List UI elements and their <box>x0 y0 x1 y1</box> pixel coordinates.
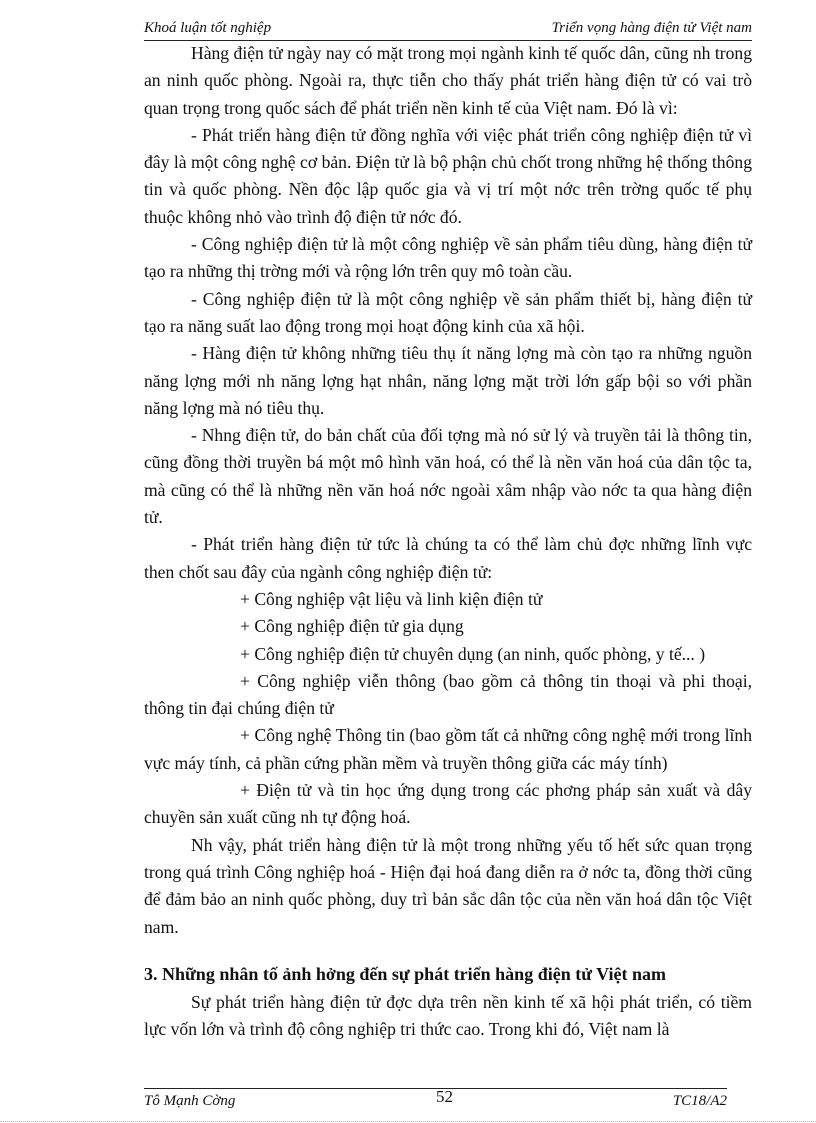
page-footer <box>144 1088 727 1111</box>
paragraph-bullet-6: - Phát triển hàng điện tử tức là chúng ta có thể làm chủ đợc những lĩnh vực then chốt sau đây của ngành công nghiệp điện tử: <box>144 534 752 582</box>
paragraph-bullet-5: - Nhng điện tử, do bản chất của đối tợng mà nó sử lý và truyền tải là thông tin, cũng đồng thời truyền bá một mô hình văn hoá, có thể là nền văn hoá của dân tộc ta, mà cũng có thể là những nền văn hoá nớc ngoài xâm nhập vào nớc ta qua hàng điện tử. <box>144 425 752 528</box>
page-bottom-divider <box>0 1121 816 1122</box>
list-item: + Công nghiệp vật liệu và linh kiện điện tử <box>240 588 543 609</box>
paragraph-intro: Hàng điện tử ngày nay có mặt trong mọi ngành kinh tế quốc dân, cũng nh trong an ninh quốc phòng. Ngoài ra, thực tiễn cho thấy phát triển hàng điện tử có vai trò quan trọng trong quốc sách để phát triển nền kinh tế của Việt nam. Đó là vì: <box>144 43 752 118</box>
footer-author: Tô Mạnh Cờng <box>144 1093 236 1109</box>
list-item: + Điện tử và tin học ứng dụng trong các phơng pháp sản xuất và dây chuyền sản xuất cũng nh tự động hoá. <box>144 780 752 828</box>
header-left-text: Khoá luận tốt nghiệp <box>144 20 272 36</box>
paragraph-conclusion: Nh vậy, phát triển hàng điện tử là một trong những yếu tố hết sức quan trọng trong quá trình Công nghiệp hoá - Hiện đại hoá đang diễn ra ở nớc ta, đồng thời cũng để đảm bảo an ninh quốc phòng, duy trì bản sắc dân tộc của nền văn hoá dân tộc Việt nam. <box>144 834 752 937</box>
paragraph-bullet-2: - Công nghiệp điện tử là một công nghiệp về sản phẩm tiêu dùng, hàng điện tử tạo ra những thị trờng mới và rộng lớn trên quy mô toàn cầu. <box>144 234 752 282</box>
list-item: + Công nghiệp viễn thông (bao gồm cả thông tin thoại và phi thoại, thông tin đại chúng điện tử <box>144 670 752 719</box>
section-heading: 3. Những nhân tố ảnh hởng đến sự phát triển hàng điện tử Việt nam <box>144 963 666 984</box>
footer-class-code: TC18/A2 <box>672 1093 727 1109</box>
page-header <box>144 18 752 41</box>
paragraph-bullet-1: - Phát triển hàng điện tử đồng nghĩa với việc phát triển công nghiệp điện tử vì đây là một công nghệ cơ bản. Điện tử là bộ phận chủ chốt trong những hệ thống thông tin và quốc phòng. Nền độc lập quốc gia và vị trí một nớc trên trờng quốc tế phụ thuộc không nhỏ vào trình độ điện tử nớc đó. <box>144 124 752 227</box>
document-body <box>144 40 752 1043</box>
list-item: + Công nghiệp điện tử chuyên dụng (an ninh, quốc phòng, y tế... ) <box>240 643 706 664</box>
paragraph-bullet-3: - Công nghiệp điện tử là một công nghiệp về sản phẩm thiết bị, hàng điện tử tạo ra năng suất lao động trong mọi hoạt động kinh của xã hội. <box>144 288 752 336</box>
paragraph-bullet-4: - Hàng điện tử không những tiêu thụ ít năng lợng mà còn tạo ra những nguồn năng lợng mới nh năng lợng hạt nhân, năng lợng mặt trời lớn gấp bội so với phần năng lợng mà nó tiêu thụ. <box>144 343 752 418</box>
page-number: 52 <box>436 1087 453 1106</box>
header-right-text: Triển vọng hàng điện tử Việt nam <box>551 20 752 36</box>
paragraph-section: Sự phát triển hàng điện tử đợc dựa trên nền kinh tế xã hội phát triển, có tiềm lực vốn lớn và trình độ công nghiệp tri thức cao. Trong khi đó, Việt nam là <box>144 991 752 1040</box>
list-item: + Công nghiệp điện tử gia dụng <box>240 616 464 637</box>
list-item: + Công nghệ Thông tin (bao gồm tất cả những công nghệ mới trong lĩnh vực máy tính, cả phần cứng phần mềm và truyền thông giữa các máy tính) <box>144 725 752 773</box>
